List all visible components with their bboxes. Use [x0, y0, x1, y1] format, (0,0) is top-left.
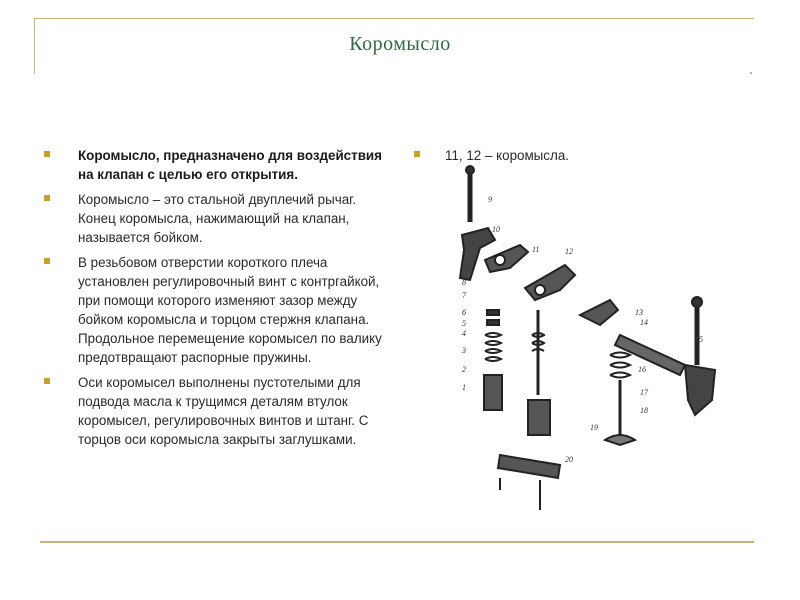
bullet-item — [44, 190, 384, 247]
figure-label: 6 — [462, 308, 466, 317]
figure-label: 11 — [532, 245, 540, 254]
figure-label: 18 — [640, 406, 648, 415]
frame-bottom-line — [40, 541, 754, 543]
figure-caption-text: 11, 12 – коромысла. — [445, 148, 569, 163]
rocker-arm-exploded-diagram — [440, 160, 730, 520]
figure-label: 15 — [695, 335, 703, 344]
figure-label: 17 — [640, 388, 648, 397]
figure-label: 12 — [565, 247, 573, 256]
figure-label: 8 — [462, 278, 466, 287]
figure-label: 7 — [462, 291, 466, 300]
bullet-text: Коромысло – это стальной двуплечий рычаг. Конец коромысла, нажимающий на клапан, называется бойком. — [78, 192, 357, 245]
bullet-square-icon — [44, 195, 50, 201]
bullet-item — [44, 253, 384, 367]
frame-top-line — [34, 18, 754, 19]
bullet-item — [44, 146, 384, 184]
bullet-item — [44, 373, 384, 449]
bullet-text: Коромысло, предназначено для воздействия на клапан с целью его открытия. — [78, 148, 382, 182]
frame-corner-dot — [750, 72, 752, 74]
figure-label: 3 — [462, 346, 466, 355]
figure-label: 10 — [492, 225, 500, 234]
figure-label: 4 — [462, 329, 466, 338]
left-bullet-list — [44, 146, 384, 455]
bullet-square-icon — [44, 258, 50, 264]
bullet-square-icon — [44, 378, 50, 384]
bullet-text: В резьбовом отверстии короткого плеча установлен регулировочный винт с контргайкой, при помощи которого изменяют зазор между бойком коромысла и торцом стержня клапана. Продольное перемещение коромысел по валику предотвращают распорные пружины. — [78, 255, 382, 365]
figure-label: 13 — [635, 308, 643, 317]
figure-label: 2 — [462, 365, 466, 374]
figure-label: 5 — [462, 319, 466, 328]
figure-label: 20 — [565, 455, 573, 464]
figure-label: 1 — [462, 383, 466, 392]
bullet-square-icon — [414, 151, 420, 157]
figure-label: 19 — [590, 423, 598, 432]
bullet-square-icon — [44, 151, 50, 157]
figure-label: 14 — [640, 318, 648, 327]
bullet-text: Оси коромысел выполнены пустотелыми для подвода масла к трущимся деталям втулок коромысел, регулировочных винтов и штанг. С торцов оси коромысла закрыты заглушками. — [78, 375, 369, 447]
figure-label: 16 — [638, 365, 646, 374]
slide-title: Коромысло — [349, 33, 451, 55]
figure-label: 9 — [488, 195, 492, 204]
